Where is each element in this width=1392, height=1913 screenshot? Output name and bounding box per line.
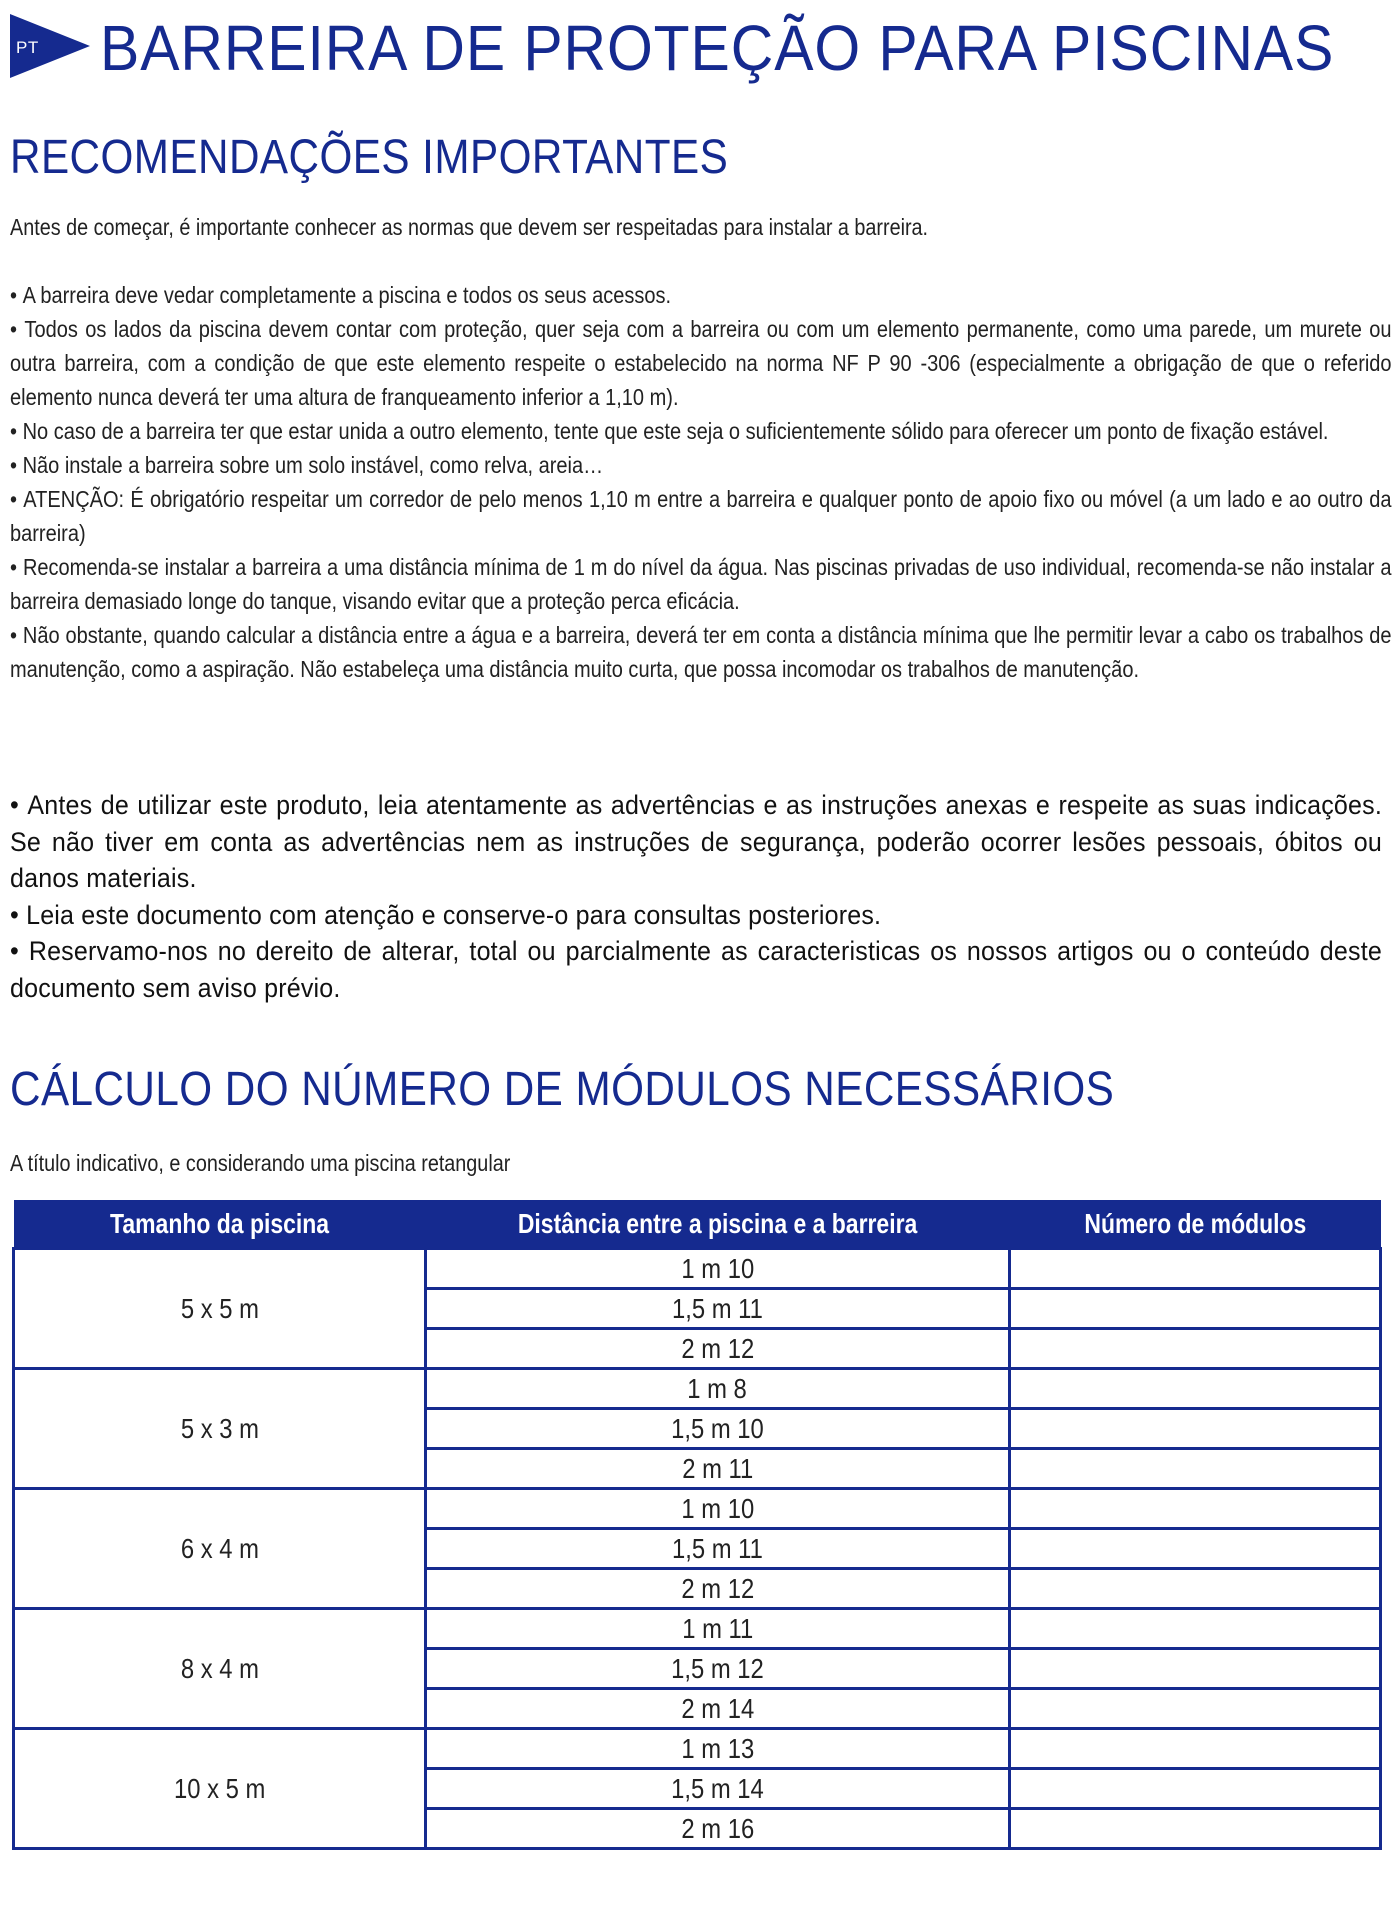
distance-cell: 1,5 m 12 xyxy=(426,1649,1010,1689)
modules-cell xyxy=(1010,1529,1381,1569)
distance-cell: 2 m 11 xyxy=(426,1449,1010,1489)
modules-cell xyxy=(1010,1409,1381,1449)
modules-cell xyxy=(1010,1769,1381,1809)
warning-item: • Leia este documento com atenção e conserve-o para consultas posteriores. xyxy=(10,897,1382,934)
distance-cell: 1,5 m 11 xyxy=(426,1529,1010,1569)
distance-cell: 1,5 m 11 xyxy=(426,1289,1010,1329)
recommendations-intro: Antes de começar, é importante conhecer as normas que devem ser respeitadas para instalar a barreira. xyxy=(10,214,929,240)
table-row xyxy=(14,1609,1381,1649)
list-item: • ATENÇÃO: É obrigatório respeitar um corredor de pelo menos 1,10 m entre a barreira e qualquer ponto de apoio fixo ou móvel (a um lado e ao outro da barreira) xyxy=(10,482,1392,550)
modules-cell xyxy=(1010,1809,1381,1849)
recommendations-list xyxy=(10,278,1392,686)
distance-cell: 1 m 13 xyxy=(426,1729,1010,1769)
warning-item: • Antes de utilizar este produto, leia atentamente as advertências e as instruções anexas e respeite as suas indicações. Se não tiver em conta as advertências nem as instruções de segurança, poderão ocorrer lesões pessoais, óbitos ou danos materiais. xyxy=(10,787,1382,897)
table-row xyxy=(14,1249,1381,1289)
table-header-row xyxy=(14,1200,1381,1249)
distance-cell: 2 m 12 xyxy=(426,1569,1010,1609)
warning-item: • Reservamo-nos no dereito de alterar, total ou parcialmente as caracteristicas os nossos artigos ou o conteúdo deste documento sem aviso prévio. xyxy=(10,933,1382,1006)
list-item: • No caso de a barreira ter que estar unida a outro elemento, tente que este seja o suficientemente sólido para oferecer um ponto de fixação estável. xyxy=(10,414,1392,448)
warnings-list xyxy=(10,787,1382,1006)
recommendations-heading: RECOMENDAÇÕES IMPORTANTES xyxy=(10,131,729,184)
distance-cell: 2 m 16 xyxy=(426,1809,1010,1849)
calculation-heading: CÁLCULO DO NÚMERO DE MÓDULOS NECESSÁRIOS xyxy=(10,1063,1115,1116)
distance-cell: 2 m 12 xyxy=(426,1329,1010,1369)
page-header xyxy=(10,8,1380,84)
distance-cell: 1,5 m 14 xyxy=(426,1769,1010,1809)
column-header-distance: Distância entre a piscina e a barreira xyxy=(426,1200,1010,1249)
modules-cell xyxy=(1010,1729,1381,1769)
distance-cell: 1 m 11 xyxy=(426,1609,1010,1649)
modules-cell xyxy=(1010,1489,1381,1529)
calculation-intro: A título indicativo, e considerando uma piscina retangular xyxy=(10,1150,511,1176)
pool-size-cell: 8 x 4 m xyxy=(14,1609,426,1729)
distance-cell: 1 m 8 xyxy=(426,1369,1010,1409)
language-code: PT xyxy=(16,38,39,57)
modules-table xyxy=(12,1200,1382,1850)
list-item: • A barreira deve vedar completamente a piscina e todos os seus acessos. xyxy=(10,278,1392,312)
pool-size-cell: 10 x 5 m xyxy=(14,1729,426,1849)
list-item: • Não instale a barreira sobre um solo instável, como relva, areia… xyxy=(10,448,1392,482)
modules-cell xyxy=(1010,1369,1381,1409)
column-header-modules: Número de módulos xyxy=(1010,1200,1381,1249)
table-row xyxy=(14,1489,1381,1529)
distance-cell: 1,5 m 10 xyxy=(426,1409,1010,1449)
column-header-size: Tamanho da piscina xyxy=(14,1200,426,1249)
pool-size-cell: 6 x 4 m xyxy=(14,1489,426,1609)
page-title: BARREIRA DE PROTEÇÃO PARA PISCINAS xyxy=(100,12,1335,84)
distance-cell: 2 m 14 xyxy=(426,1689,1010,1729)
table-row xyxy=(14,1369,1381,1409)
modules-cell xyxy=(1010,1329,1381,1369)
modules-cell xyxy=(1010,1569,1381,1609)
modules-cell xyxy=(1010,1609,1381,1649)
modules-cell xyxy=(1010,1289,1381,1329)
pool-size-cell: 5 x 3 m xyxy=(14,1369,426,1489)
table-row xyxy=(14,1729,1381,1769)
pool-size-cell: 5 x 5 m xyxy=(14,1249,426,1369)
list-item: • Não obstante, quando calcular a distância entre a água e a barreira, deverá ter em conta a distância mínima que lhe permitir levar a cabo os trabalhos de manutenção, como a aspiração. Não estabeleça uma distância muito curta, que possa incomodar os trabalhos de manutenção. xyxy=(10,618,1392,686)
modules-cell xyxy=(1010,1689,1381,1729)
distance-cell: 1 m 10 xyxy=(426,1489,1010,1529)
list-item: • Todos os lados da piscina devem contar com proteção, quer seja com a barreira ou com um elemento permanente, como uma parede, um murete ou outra barreira, com a condição de que este elemento respeite o estabelecido na norma NF P 90 -306 (especialmente a obrigação de que o referido elemento nunca deverá ter uma altura de franqueamento inferior a 1,10 m). xyxy=(10,312,1392,414)
distance-cell: 1 m 10 xyxy=(426,1249,1010,1289)
modules-cell xyxy=(1010,1249,1381,1289)
modules-cell xyxy=(1010,1449,1381,1489)
language-tag xyxy=(10,14,90,78)
list-item: • Recomenda-se instalar a barreira a uma distância mínima de 1 m do nível da água. Nas piscinas privadas de uso individual, recomenda-se não instalar a barreira demasiado longe do tanque, visando evitar que a proteção perca eficácia. xyxy=(10,550,1392,618)
modules-cell xyxy=(1010,1649,1381,1689)
